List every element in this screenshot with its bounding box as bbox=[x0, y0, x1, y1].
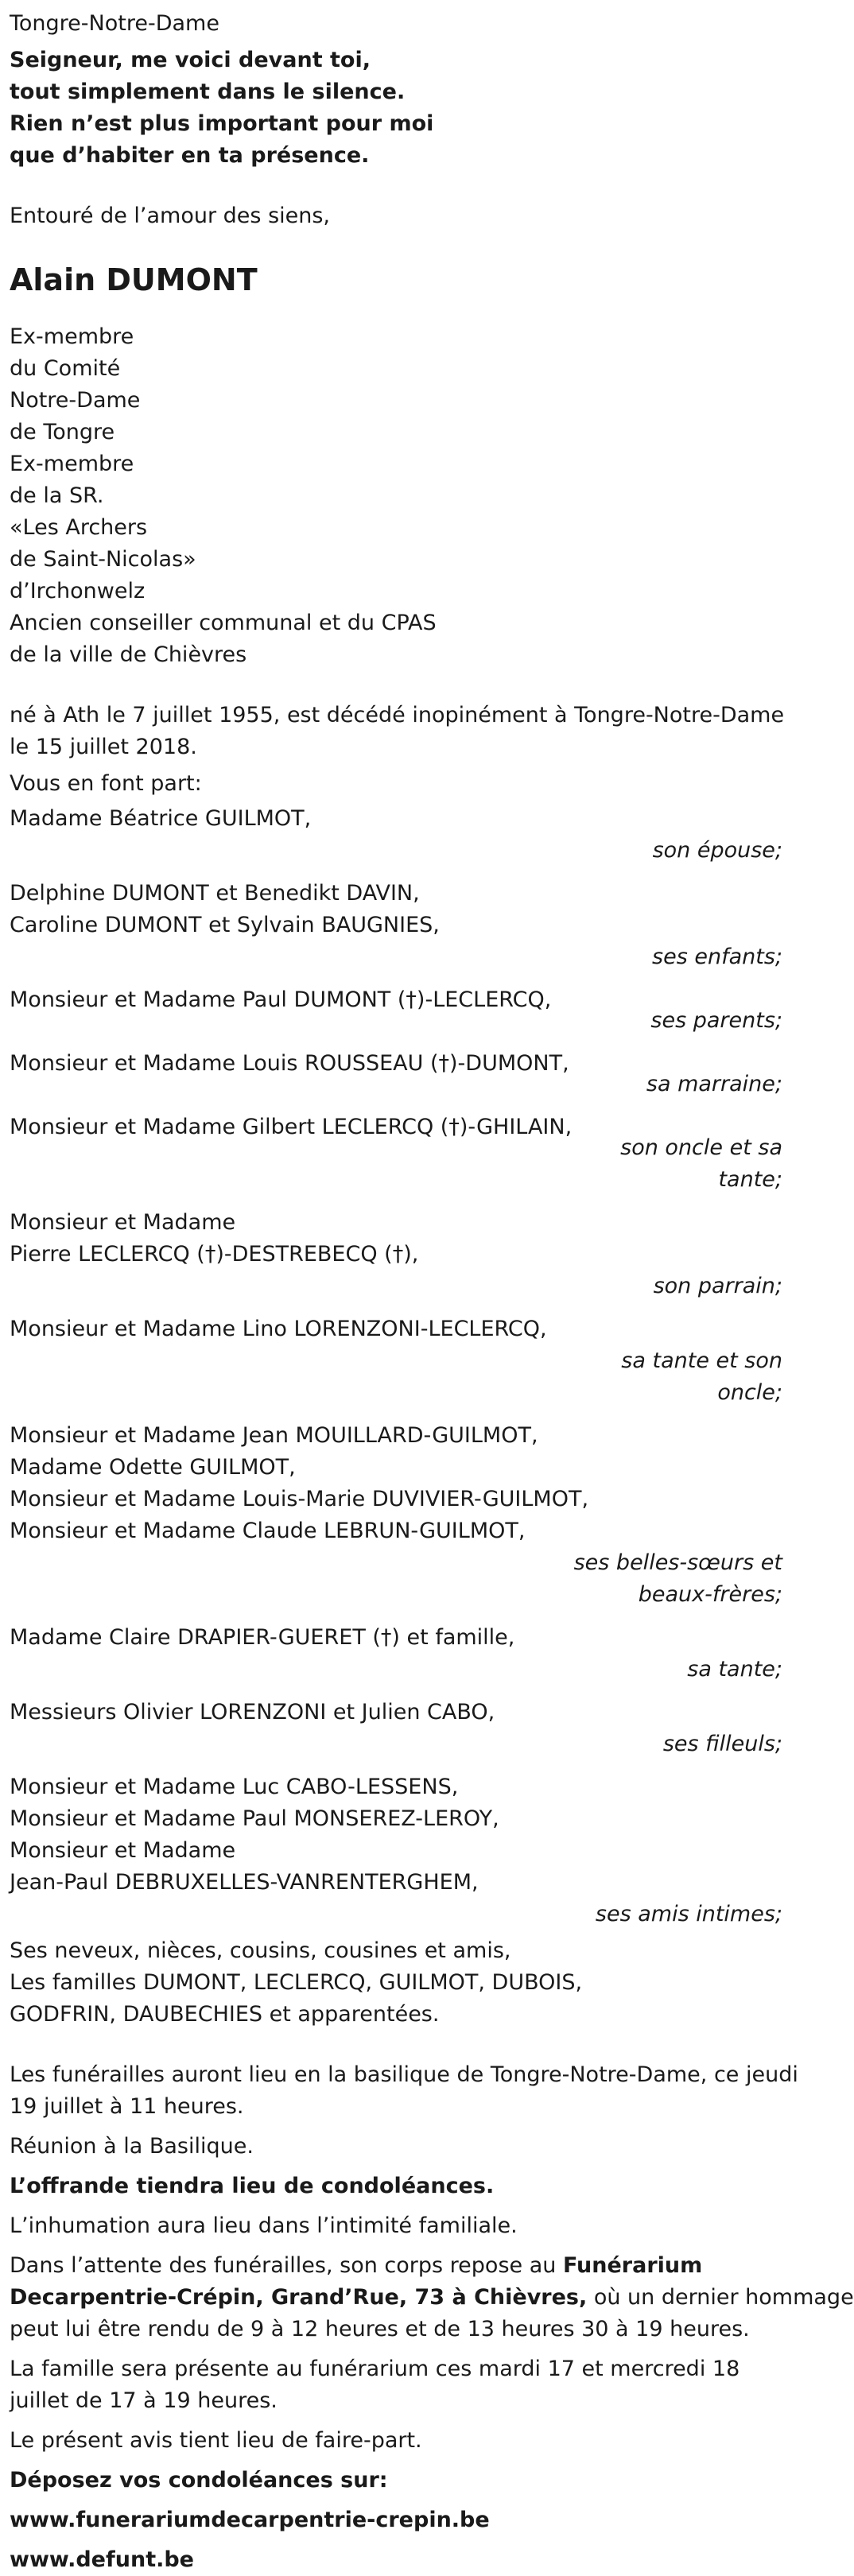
family-entry bbox=[10, 1111, 786, 1196]
announce-text: Vous en font part: bbox=[10, 771, 202, 796]
family-entry bbox=[10, 1207, 786, 1302]
family-relation: sa tante et son oncle; bbox=[621, 1348, 782, 1405]
family-name: Monsieur et Madame Paul MONSEREZ-LEROY, bbox=[10, 1806, 499, 1831]
poem-line: Rien n’est plus important pour moi bbox=[10, 111, 434, 136]
family-relation: ses parents; bbox=[650, 1008, 782, 1033]
birth-line: né à Ath le 7 juillet 1955, est décédé inopinément à Tongre-Notre-Dame bbox=[10, 703, 785, 727]
family-relation: ses belles-sœurs et beaux-frères; bbox=[573, 1550, 782, 1607]
family-name: Messieurs Olivier LORENZONI et Julien CABO, bbox=[10, 1700, 495, 1724]
notice-text: Le présent avis tient lieu de faire-part. bbox=[10, 2428, 422, 2453]
family-entry bbox=[10, 984, 786, 1037]
rest-text: où un dernier hommage bbox=[587, 2285, 854, 2310]
others-line: Les familles DUMONT, LECLERCQ, GUILMOT, DUBOIS, bbox=[10, 1970, 583, 1995]
family-name: Madame Odette GUILMOT, bbox=[10, 1455, 296, 1480]
funeral-line: 19 juillet à 11 heures. bbox=[10, 2094, 244, 2119]
others-line: Ses neveux, nièces, cousins, cousines et amis, bbox=[10, 1938, 511, 1963]
family-relation: sa tante; bbox=[687, 1657, 782, 1682]
bio-line: «Les Archers bbox=[10, 515, 148, 540]
bio-line: Ex-membre bbox=[10, 452, 134, 476]
family-name: Monsieur et Madame Luc CABO-LESSENS, bbox=[10, 1775, 459, 1799]
family-relation: ses enfants; bbox=[652, 945, 782, 969]
family-entry bbox=[10, 1313, 786, 1409]
deceased-name: Alain DUMONT bbox=[10, 262, 258, 297]
poem bbox=[10, 45, 786, 172]
funerarium-address: Decarpentrie-Crépin, Grand’Rue, 73 à Chièvres, bbox=[10, 2285, 588, 2310]
place-heading: Tongre-Notre-Dame bbox=[10, 11, 219, 36]
family-relation: sa marraine; bbox=[646, 1072, 782, 1096]
burial-text: L’inhumation aura lieu dans l’intimité familiale. bbox=[10, 2213, 518, 2238]
family-name: Monsieur et Madame Gilbert LECLERCQ (†)-GHILAIN, bbox=[10, 1115, 573, 1139]
family-entry bbox=[10, 1048, 786, 1100]
family-list bbox=[10, 803, 786, 1930]
bio-line: Ex-membre bbox=[10, 324, 134, 349]
family-name: Monsieur et Madame Louis-Marie DUVIVIER-GUILMOT, bbox=[10, 1487, 589, 1511]
family-entry bbox=[10, 1420, 786, 1611]
intro-text: Entouré de l’amour des siens, bbox=[10, 204, 331, 228]
family-relation: ses amis intimes; bbox=[595, 1902, 782, 1926]
bio-line: de la ville de Chièvres bbox=[10, 642, 247, 667]
family-name: Monsieur et Madame bbox=[10, 1838, 236, 1863]
family-entry bbox=[10, 1622, 786, 1686]
family-name: Monsieur et Madame Louis ROUSSEAU (†)-DUMONT, bbox=[10, 1051, 569, 1076]
other-relatives bbox=[10, 1935, 786, 2031]
family-name: Pierre LECLERCQ (†)-DESTREBECQ (†), bbox=[10, 1242, 419, 1267]
bio-line: du Comité bbox=[10, 356, 121, 381]
rest-hours: peut lui être rendu de 9 à 12 heures et de 13 heures 30 à 19 heures. bbox=[10, 2317, 750, 2341]
condolences-link-defunt[interactable]: www.defunt.be bbox=[10, 2547, 194, 2572]
family-entry bbox=[10, 1771, 786, 1930]
family-relation: son parrain; bbox=[653, 1274, 782, 1298]
funerarium-name: Funérarium bbox=[562, 2253, 703, 2278]
poem-line: Seigneur, me voici devant toi, bbox=[10, 48, 371, 72]
funeral-line: Les funérailles auront lieu en la basilique de Tongre-Notre-Dame, ce jeudi bbox=[10, 2062, 798, 2087]
family-name: Monsieur et Madame Paul DUMONT (†)-LECLERCQ, bbox=[10, 987, 552, 1012]
poem-line: que d’habiter en ta présence. bbox=[10, 143, 370, 168]
family-entry bbox=[10, 1697, 786, 1760]
meeting-text: Réunion à la Basilique. bbox=[10, 2134, 254, 2159]
family-name: Madame Claire DRAPIER-GUERET (†) et famille, bbox=[10, 1625, 515, 1650]
family-relation: ses filleuls; bbox=[662, 1732, 782, 1756]
family-name: Monsieur et Madame Jean MOUILLARD-GUILMOT, bbox=[10, 1423, 538, 1448]
bio-line: de Saint-Nicolas» bbox=[10, 547, 196, 572]
rest-paragraph bbox=[10, 2250, 854, 2345]
birth-line: le 15 juillet 2018. bbox=[10, 735, 197, 759]
bio-line: de la SR. bbox=[10, 483, 104, 508]
family-name: Monsieur et Madame bbox=[10, 1210, 236, 1235]
family-name: Madame Béatrice GUILMOT, bbox=[10, 806, 312, 831]
bio-line: Ancien conseiller communal et du CPAS bbox=[10, 611, 437, 635]
family-entry bbox=[10, 878, 786, 973]
family-name: Jean-Paul DEBRUXELLES-VANRENTERGHEM, bbox=[10, 1870, 479, 1895]
condolences-label: Déposez vos condoléances sur: bbox=[10, 2468, 388, 2493]
family-relation: son épouse; bbox=[652, 838, 782, 863]
family-relation: son oncle et sa tante; bbox=[620, 1135, 782, 1192]
family-name: Monsieur et Madame Claude LEBRUN-GUILMOT, bbox=[10, 1519, 526, 1543]
rest-text: Dans l’attente des funérailles, son corps repose au bbox=[10, 2253, 563, 2278]
offering-text: L’offrande tiendra lieu de condoléances. bbox=[10, 2174, 495, 2198]
family-name: Caroline DUMONT et Sylvain BAUGNIES, bbox=[10, 913, 440, 937]
others-line: GODFRIN, DAUBECHIES et apparentées. bbox=[10, 2002, 440, 2027]
presence-line: La famille sera présente au funérarium ces mardi 17 et mercredi 18 bbox=[10, 2357, 740, 2381]
presence-line: juillet de 17 à 19 heures. bbox=[10, 2388, 278, 2413]
bio-line: de Tongre bbox=[10, 420, 115, 444]
bio-line: d’Irchonwelz bbox=[10, 579, 146, 603]
poem-line: tout simplement dans le silence. bbox=[10, 80, 406, 104]
biography bbox=[10, 321, 786, 671]
family-name: Delphine DUMONT et Benedikt DAVIN, bbox=[10, 881, 420, 906]
family-name: Monsieur et Madame Lino LORENZONI-LECLERCQ, bbox=[10, 1317, 547, 1341]
bio-line: Notre-Dame bbox=[10, 388, 141, 413]
condolences-link-funerarium[interactable]: www.funerariumdecarpentrie-crepin.be bbox=[10, 2508, 490, 2532]
family-entry bbox=[10, 803, 786, 867]
